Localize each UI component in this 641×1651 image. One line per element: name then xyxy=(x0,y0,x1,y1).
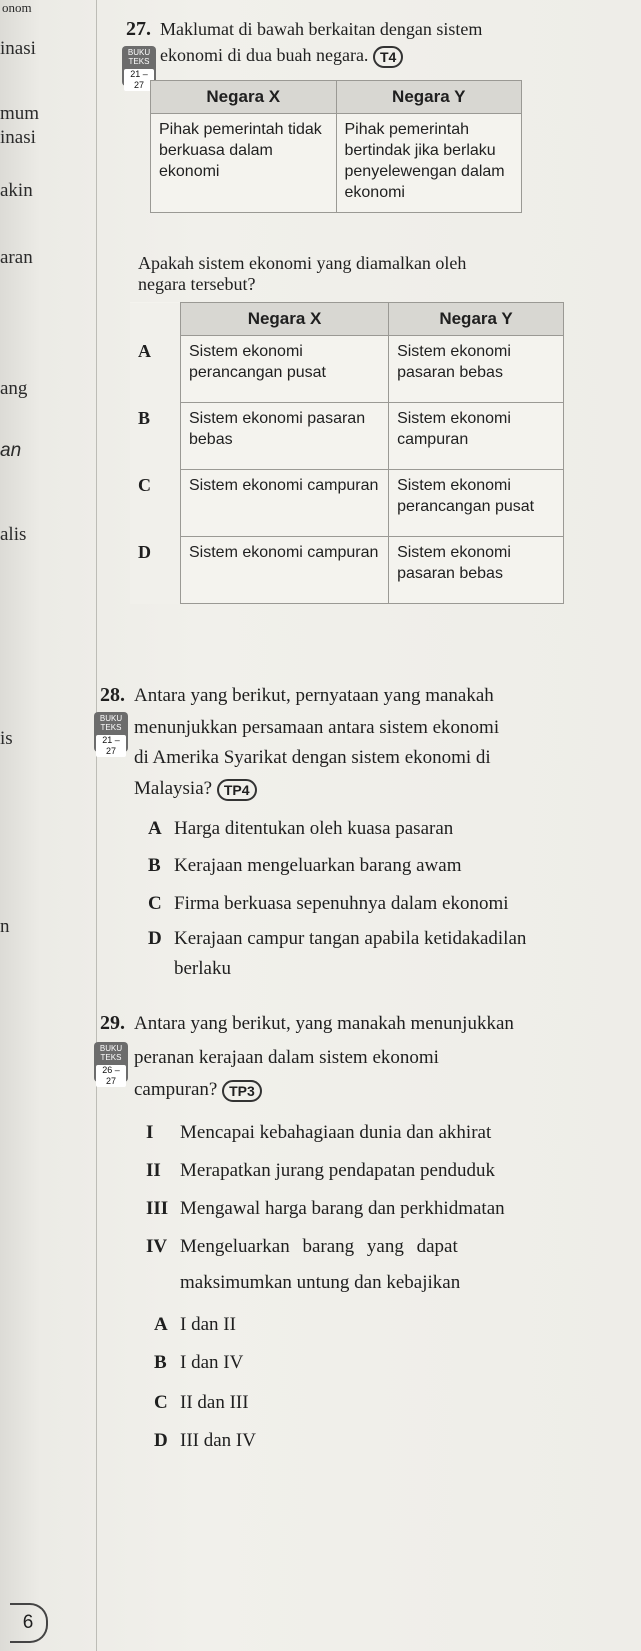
options-table xyxy=(130,302,564,604)
option-cell-x: Sistem ekonomi campuran xyxy=(181,470,389,537)
question-28-line3: di Amerika Syarikat dengan sistem ekonomi di xyxy=(134,747,491,768)
info-table-cell: Pihak pemerintah tidak berkuasa dalam ekonomi xyxy=(151,114,337,213)
margin-fragment: is xyxy=(0,728,13,749)
question-27-text-line1: Maklumat di bawah berkaitan dengan sistem xyxy=(160,19,483,39)
question-28-line4: Malaysia? TP4 xyxy=(134,775,257,802)
margin-fragment: alis xyxy=(0,524,27,545)
buku-teks-badge: BUKU TEKS 21 – 27 xyxy=(122,46,156,86)
question-27-text-line2: ekonomi di dua buah negara. T4 xyxy=(160,42,403,69)
options-table-header: Negara Y xyxy=(389,303,564,336)
option-row-b[interactable] xyxy=(130,403,564,470)
info-table-header: Negara X xyxy=(151,81,337,114)
margin-fragment: aran xyxy=(0,247,33,268)
option-letter: B xyxy=(130,403,181,470)
margin-fragment: mum xyxy=(0,103,40,124)
statement-iii: III Mengawal harga barang dan perkhidmatan xyxy=(146,1198,505,1219)
option-a[interactable]: A Harga ditentukan oleh kuasa pasaran xyxy=(148,818,454,839)
options-table-header: Negara X xyxy=(181,303,389,336)
option-b[interactable]: B I dan IV xyxy=(154,1352,244,1373)
statement-ii: II Merapatkan jurang pendapatan penduduk xyxy=(146,1160,495,1181)
option-cell-x: Sistem ekonomi pasaran bebas xyxy=(181,403,389,470)
question-27-prompt-line1: Apakah sistem ekonomi yang diamalkan oleh xyxy=(138,253,467,273)
option-letter: A xyxy=(130,336,181,403)
option-a[interactable]: A I dan II xyxy=(154,1314,236,1335)
tp-level-badge: T4 xyxy=(373,46,403,68)
tp-level-badge: TP4 xyxy=(217,779,257,801)
option-row-c[interactable] xyxy=(130,470,564,537)
question-29-line1: Antara yang berikut, yang manakah menunjukkan xyxy=(134,1013,514,1034)
option-row-d[interactable] xyxy=(130,537,564,604)
question-29-line3: campuran? TP3 xyxy=(134,1076,262,1103)
option-letter: C xyxy=(130,470,181,537)
buku-teks-badge: BUKU TEKS 26 – 27 xyxy=(94,1042,128,1082)
option-d[interactable]: D III dan IV xyxy=(154,1430,256,1451)
question-27-prompt-line2: negara tersebut? xyxy=(138,274,256,294)
question-28-line1: Antara yang berikut, pernyataan yang manakah xyxy=(134,685,494,706)
option-d[interactable]: D Kerajaan campur tangan apabila ketidakadilan xyxy=(148,928,527,949)
margin-fragment: inasi xyxy=(0,38,36,59)
statement-iv: IV Mengeluarkan barang yang dapat xyxy=(146,1236,458,1257)
question-28-line2: menunjukkan persamaan antara sistem ekonomi xyxy=(134,717,500,738)
info-table-cell: Pihak pemerintah bertindak jika berlaku penyelewengan dalam ekonomi xyxy=(336,114,522,213)
top-fragment: onom xyxy=(2,0,32,15)
question-29-line2: peranan kerajaan dalam sistem ekonomi xyxy=(134,1047,439,1068)
margin-fragment: inasi xyxy=(0,127,36,148)
column-divider xyxy=(96,0,97,1651)
options-table-corner xyxy=(130,303,181,336)
question-29-number: 29. xyxy=(100,1012,125,1034)
option-d-continued: berlaku xyxy=(174,958,231,979)
info-table-header: Negara Y xyxy=(336,81,522,114)
buku-teks-badge: BUKU TEKS 21 – 27 xyxy=(94,712,128,752)
statement-i: I Mencapai kebahagiaan dunia dan akhirat xyxy=(146,1122,492,1143)
question-27-number: 27. xyxy=(126,18,151,40)
option-cell-y: Sistem ekonomi campuran xyxy=(389,403,564,470)
option-row-a[interactable] xyxy=(130,336,564,403)
info-table xyxy=(150,80,522,213)
margin-fragment: an xyxy=(0,440,22,461)
option-c[interactable]: C II dan III xyxy=(154,1392,249,1413)
option-c[interactable]: C Firma berkuasa sepenuhnya dalam ekonomi xyxy=(148,893,509,914)
option-b[interactable]: B Kerajaan mengeluarkan barang awam xyxy=(148,855,462,876)
margin-fragment: akin xyxy=(0,180,33,201)
tp-level-badge: TP3 xyxy=(222,1080,262,1102)
margin-fragment: n xyxy=(0,916,10,937)
option-cell-y: Sistem ekonomi pasaran bebas xyxy=(389,336,564,403)
option-cell-x: Sistem ekonomi perancangan pusat xyxy=(181,336,389,403)
option-cell-y: Sistem ekonomi perancangan pusat xyxy=(389,470,564,537)
option-letter: D xyxy=(130,537,181,604)
margin-fragment: ang xyxy=(0,378,28,399)
option-cell-y: Sistem ekonomi pasaran bebas xyxy=(389,537,564,604)
statement-iv-continued: maksimumkan untung dan kebajikan xyxy=(180,1272,461,1293)
option-cell-x: Sistem ekonomi campuran xyxy=(181,537,389,604)
question-28-number: 28. xyxy=(100,684,125,706)
page-number: 6 xyxy=(10,1603,48,1643)
